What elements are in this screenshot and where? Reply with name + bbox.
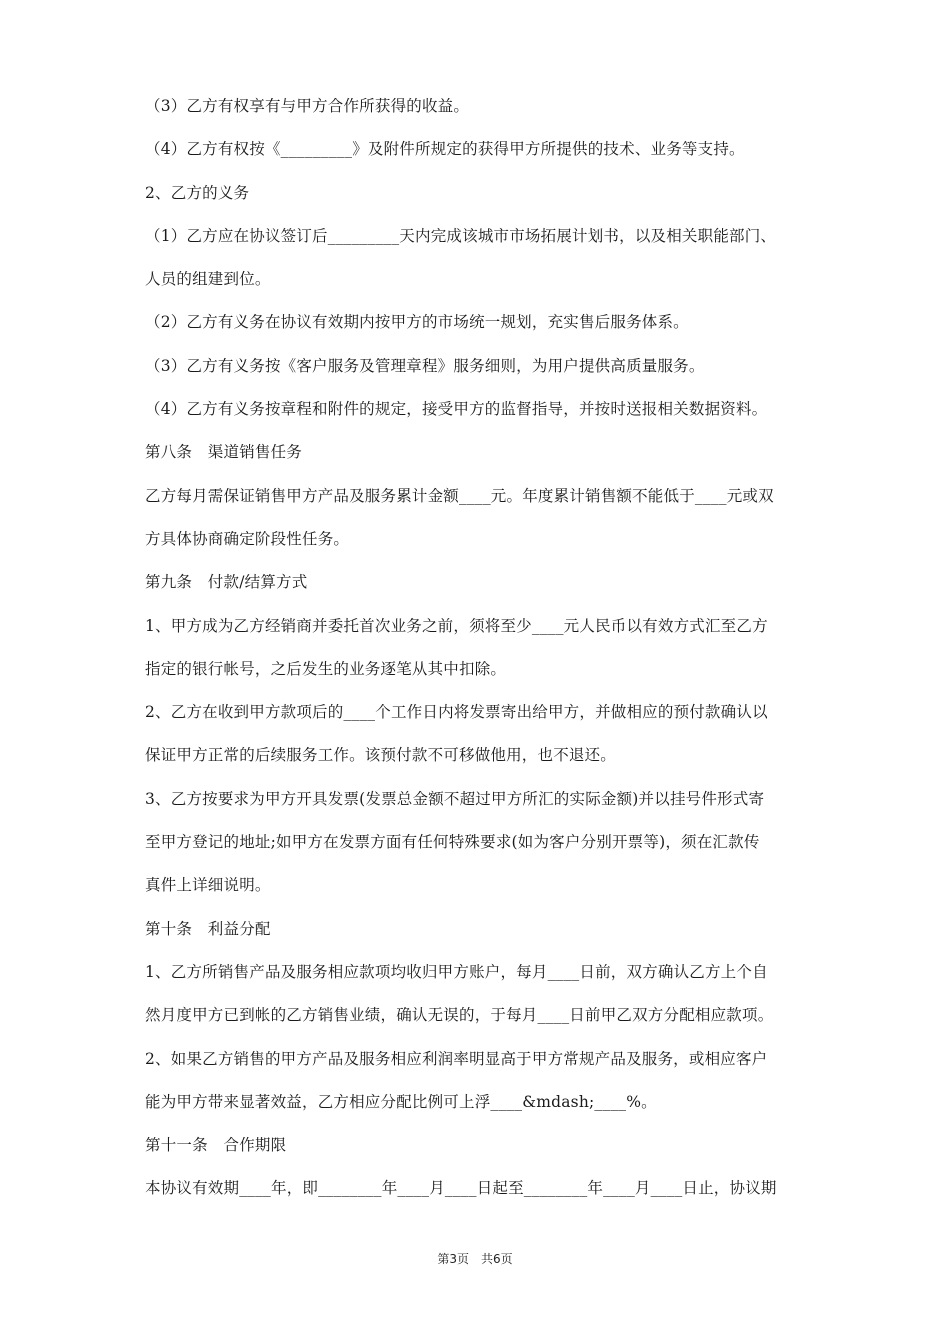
text-line: 1、乙方所销售产品及服务相应款项均收归甲方账户，每月____日前，双方确认乙方上个自 — [145, 962, 768, 981]
text-line: 本协议有效期____年，即________年____月____日起至________年____月____日止，协议期 — [145, 1179, 777, 1198]
text-line: （3）乙方有权享有与甲方合作所获得的收益。 — [145, 97, 470, 115]
text-line: 指定的银行帐号，之后发生的业务逐笔从其中扣除。 — [145, 659, 507, 678]
text-line: 然月度甲方已到帐的乙方销售业绩，确认无误的，于每月____日前甲乙双方分配相应款项。 — [145, 1006, 774, 1025]
text-line: 3、乙方按要求为甲方开具发票(发票总金额不超过甲方所汇的实际金额)并以挂号件形式寄 — [145, 789, 765, 808]
article-heading: 第十条 利益分配 — [145, 919, 271, 938]
text-line: （4）乙方有权按《_________》及附件所规定的获得甲方所提供的技术、业务等支持。 — [145, 140, 745, 159]
text-line: 至甲方登记的地址;如甲方在发票方面有任何特殊要求(如为客户分别开票等)，须在汇款传 — [145, 833, 760, 852]
text-line: 方具体协商确定阶段性任务。 — [145, 529, 350, 548]
text-line: 人员的组建到位。 — [145, 270, 271, 289]
text-line: （3）乙方有义务按《客户服务及管理章程》服务细则，为用户提供高质量服务。 — [145, 356, 705, 375]
text-line: 2、乙方在收到甲方款项后的____个工作日内将发票寄出给甲方，并做相应的预付款确认以 — [145, 703, 768, 722]
text-line: 乙方每月需保证销售甲方产品及服务累计金额____元。年度累计销售额不能低于____元或双 — [145, 486, 774, 505]
article-heading: 第八条 渠道销售任务 — [145, 443, 303, 462]
section-heading: 2、乙方的义务 — [145, 183, 250, 202]
text-line: （1）乙方应在协议签订后_________天内完成该城市市场拓展计划书，以及相关职能部门、 — [145, 226, 777, 245]
text-line: 能为甲方带来显著效益，乙方相应分配比例可上浮____&mdash;____%。 — [145, 1092, 657, 1111]
document-body — [145, 96, 817, 1222]
article-heading: 第十一条 合作期限 — [145, 1136, 287, 1155]
text-line: （4）乙方有义务按章程和附件的规定，接受甲方的监督指导，并按时送报相关数据资料。 — [145, 400, 768, 419]
page-number-footer: 第3页 共6页 — [437, 1252, 513, 1266]
text-line: 1、甲方成为乙方经销商并委托首次业务之前，须将至少____元人民币以有效方式汇至乙方 — [145, 616, 768, 635]
text-line: 2、如果乙方销售的甲方产品及服务相应利润率明显高于甲方常规产品及服务，或相应客户 — [145, 1049, 768, 1068]
text-line: （2）乙方有义务在协议有效期内按甲方的市场统一规划，充实售后服务体系。 — [145, 313, 689, 332]
text-line: 真件上详细说明。 — [145, 876, 271, 895]
text-line: 保证甲方正常的后续服务工作。该预付款不可移做他用，也不退还。 — [145, 746, 617, 765]
article-heading: 第九条 付款/结算方式 — [145, 573, 308, 592]
